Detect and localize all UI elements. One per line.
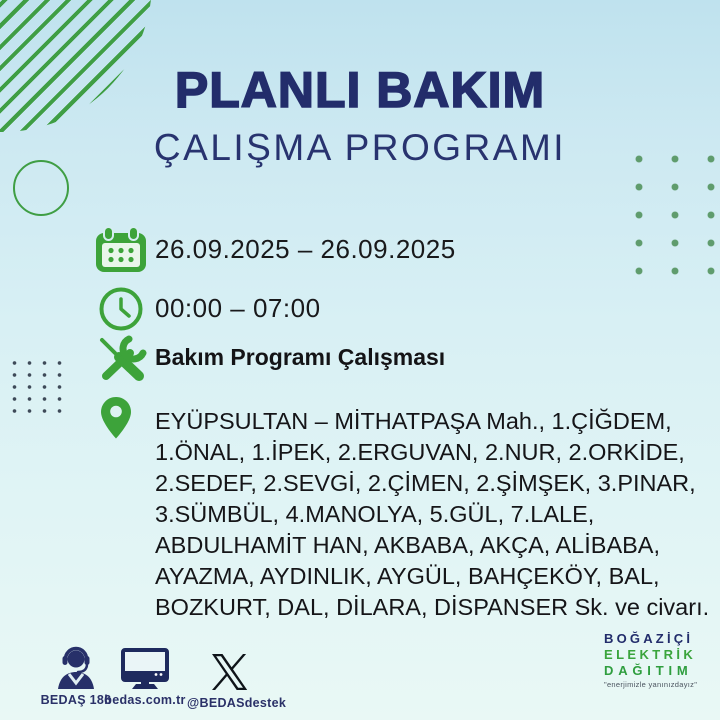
- location-line: 3.SÜMBÜL, 4.MANOLYA, 5.GÜL, 7.LALE,: [155, 501, 595, 527]
- website-label: bedas.com.tr: [104, 693, 186, 707]
- location-line: 2.SEDEF, 2.SEVGİ, 2.ÇİMEN, 2.ŞİMŞEK, 3.PINAR,: [155, 470, 696, 496]
- calendar-icon: [95, 226, 147, 273]
- location-line: EYÜPSULTAN – MİTHATPAŞA Mah., 1.ÇİĞDEM,: [155, 408, 672, 434]
- call-center-label: BEDAŞ 186: [40, 693, 112, 707]
- page-subtitle: ÇALIŞMA PROGRAMI: [153, 126, 567, 168]
- logo-line-bogazici: BOĞAZİÇİ: [604, 631, 694, 646]
- logo-line-dagitim: DAĞITIM: [604, 663, 693, 678]
- footer-website: [103, 644, 187, 707]
- clock-icon: [98, 286, 144, 332]
- social-handle-label: @BEDASdestek: [187, 696, 287, 710]
- location-pin-icon: [100, 396, 132, 440]
- logo-tagline: "enerjimizle yanınızdayız": [604, 680, 698, 689]
- footer-social: [187, 644, 287, 710]
- page-title: PLANLI BAKIM: [174, 62, 546, 118]
- location-line: 1.ÖNAL, 1.İPEK, 2.ERGUVAN, 2.NUR, 2.ORKİDE,: [155, 439, 685, 465]
- company-logo: [604, 632, 718, 689]
- date-range: 26.09.2025 – 26.09.2025: [155, 234, 456, 264]
- support-agent-icon: [54, 644, 98, 690]
- tools-icon: [95, 333, 151, 383]
- dots-grid-left-decoration: [7, 357, 65, 415]
- monitor-icon: [121, 648, 169, 690]
- location-line: AYAZMA, AYDINLIK, AYGÜL, BAHÇEKÖY, BAL,: [155, 563, 660, 589]
- logo-line-elektrik: ELEKTRİK: [604, 647, 697, 662]
- location-text: [155, 406, 710, 623]
- work-type: Bakım Programı Çalışması: [155, 344, 446, 370]
- header: [0, 64, 720, 169]
- location-line: ABDULHAMİT HAN, AKBABA, AKÇA, ALİBABA,: [155, 532, 661, 558]
- time-range: 00:00 – 07:00: [155, 293, 321, 323]
- x-logo-icon: [212, 654, 248, 690]
- location-line: BOZKURT, DAL, DİLARA, DİSPANSER Sk. ve civarı.: [155, 594, 710, 620]
